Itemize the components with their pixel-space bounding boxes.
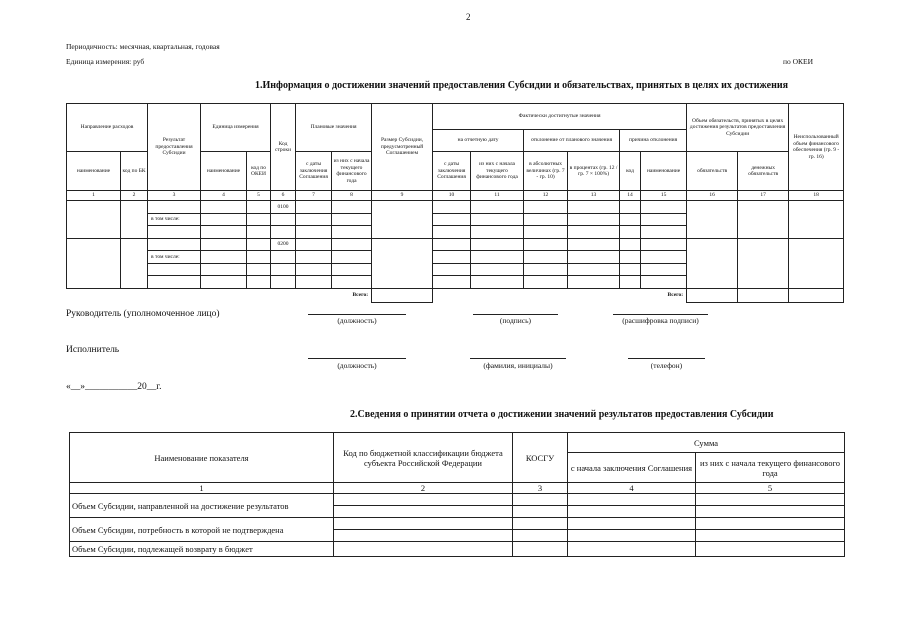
position-label: (должность)	[337, 361, 377, 370]
col-number: 17	[738, 191, 789, 201]
col-number: 8	[332, 191, 372, 201]
col-number: 3	[513, 483, 568, 494]
h-from-date: с начала заключения Соглашения	[568, 453, 696, 483]
unit-text: Единица измерения: руб	[66, 57, 145, 66]
signature-line	[613, 314, 708, 315]
col-number: 11	[471, 191, 524, 201]
sub-obligations: обязательств	[687, 152, 738, 191]
col-number: 1	[70, 483, 334, 494]
h-obligations: Объем обязательств, принятых в целях достижения результатов предоставления Субсидии	[687, 104, 789, 152]
indicator-row: Объем Субсидии, потребность в которой не подтверждена	[70, 518, 334, 542]
total-cell	[372, 288, 433, 302]
sub-planned-ytd: из них с начала текущего финансового года	[332, 152, 372, 191]
phone-label: (телефон)	[650, 361, 683, 370]
col-number: 5	[696, 483, 845, 494]
sub-okei-code: код по ОКЕИ	[247, 152, 271, 191]
signature-line	[470, 358, 566, 359]
page-number: 2	[466, 12, 471, 22]
col-number: 4	[201, 191, 247, 201]
col-number: 15	[641, 191, 687, 201]
section1-title: 1.Информация о достижении значений предоставления Субсидии и обязательствах, принятых в целях их достижения	[255, 80, 789, 91]
total-label: Всего:	[67, 288, 372, 302]
sub-actual-from-date: с даты заключения Соглашения	[433, 152, 471, 191]
head-label: Руководитель (уполномоченное лицо)	[66, 309, 220, 319]
row-code: 0200	[271, 238, 296, 251]
col-number: 7	[296, 191, 332, 201]
including-label: в том числе:	[148, 251, 201, 264]
h-on-reporting-date: на отчетную дату	[433, 130, 524, 152]
col-number: 9	[372, 191, 433, 201]
row-code: 0100	[271, 201, 296, 214]
col-number: 5	[247, 191, 271, 201]
position-label: (должность)	[337, 316, 377, 325]
col-number: 18	[789, 191, 844, 201]
col-number: 14	[620, 191, 641, 201]
date-line: «__»___________20__г.	[66, 382, 162, 392]
h-unused: Неиспользованный объем финансового обеспечения (гр. 9 - гр. 16)	[789, 104, 844, 191]
signature-line	[308, 358, 406, 359]
name-initials-label: (фамилия, инициалы)	[483, 361, 553, 370]
sub-name: наименование	[67, 152, 121, 191]
sub-planned-from-date: с даты заключения Соглашения	[296, 152, 332, 191]
sub-reason-name: наименование	[641, 152, 687, 191]
sub-reason-code: код	[620, 152, 641, 191]
sub-dev-abs: в абсолютных величинах (гр. 7 - гр. 10)	[524, 152, 568, 191]
h-ytd: из них с начала текущего финансового года	[696, 453, 845, 483]
indicator-row: Объем Субсидии, подлежащей возврату в бюджет	[70, 542, 334, 557]
indicator-row: Объем Субсидии, направленной на достижение результатов	[70, 494, 334, 518]
total-label: Всего:	[433, 288, 687, 302]
h-planned: Плановые значения	[296, 104, 372, 152]
col-number: 13	[568, 191, 620, 201]
h-deviation-reason: причина отклонения	[620, 130, 687, 152]
executor-label: Исполнитель	[66, 345, 120, 355]
h-direction: Направление расходов	[67, 104, 148, 152]
col-number: 10	[433, 191, 471, 201]
col-number: 4	[568, 483, 696, 494]
decoding-label: (расшифровка подписи)	[622, 316, 699, 325]
sub-unit-name: наименование	[201, 152, 247, 191]
col-number: 2	[334, 483, 513, 494]
col-number: 1	[67, 191, 121, 201]
col-number: 12	[524, 191, 568, 201]
col-number: 6	[271, 191, 296, 201]
signature-line	[308, 314, 406, 315]
h-budget-code: Код по бюджетной классификации бюджета субъекта Российской Федерации	[334, 433, 513, 483]
total-cell	[687, 288, 738, 302]
signature-line	[473, 314, 558, 315]
section2-title: 2.Сведения о принятии отчета о достижении значений результатов предоставления Субсидии	[350, 409, 774, 420]
h-sum: Сумма	[568, 433, 845, 453]
h-deviation: отклонение от планового значения	[524, 130, 620, 152]
col-number: 2	[121, 191, 148, 201]
sub-money-obligations: денежных обязательств	[738, 152, 789, 191]
sub-dev-pct: в процентах (гр. 12 / гр. 7 × 100%)	[568, 152, 620, 191]
col-number: 3	[148, 191, 201, 201]
col-number: 16	[687, 191, 738, 201]
signature-line	[628, 358, 705, 359]
report-acceptance-table	[69, 432, 845, 557]
including-label: в том числе:	[148, 213, 201, 226]
total-cell	[789, 288, 844, 302]
h-subsidy-size: Размер Субсидии, предусмотренный Соглашением	[372, 104, 433, 191]
h-indicator: Наименование показателя	[70, 433, 334, 483]
sub-actual-ytd: из них с начала текущего финансового года	[471, 152, 524, 191]
periodicity-text: Периодичность: месячная, квартальная, годовая	[66, 42, 220, 51]
h-line-code: Код строки	[271, 104, 296, 191]
h-unit: Единица измерения	[201, 104, 271, 152]
h-result: Результат предоставления Субсидии	[148, 104, 201, 191]
okei-label: по ОКЕИ	[783, 57, 814, 66]
signature-label: (подпись)	[499, 316, 532, 325]
achievement-table	[66, 103, 844, 303]
h-kosgu: КОСГУ	[513, 433, 568, 483]
sub-bk-code: код по БК	[121, 152, 148, 191]
total-cell	[738, 288, 789, 302]
h-actual: Фактически достигнутые значения	[433, 104, 687, 130]
